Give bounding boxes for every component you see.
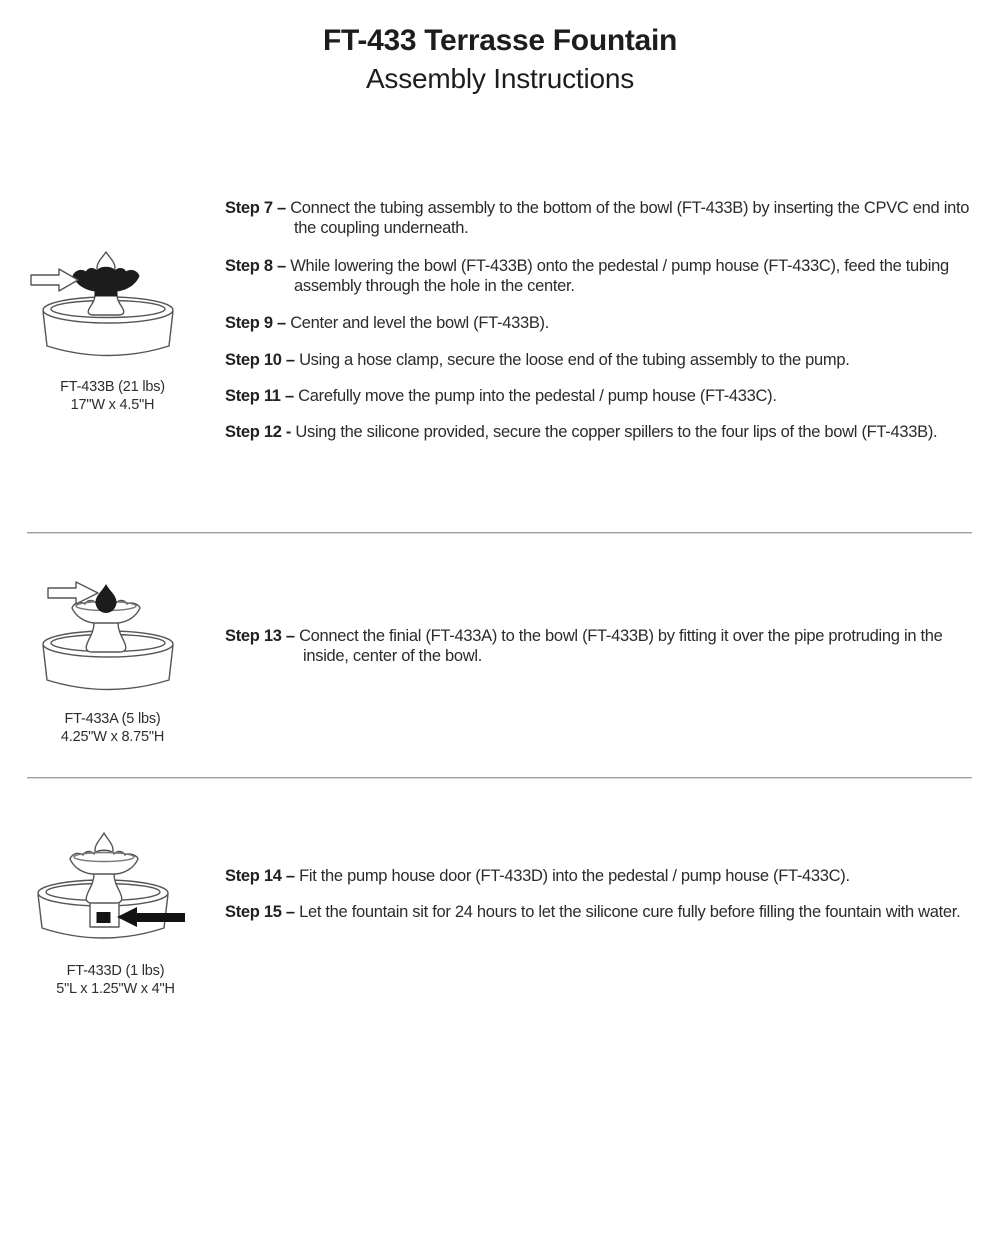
part-number: FT-433A (5 lbs) (64, 711, 161, 727)
section-divider (27, 532, 972, 534)
step-11 (225, 386, 977, 406)
step-12 (225, 422, 977, 442)
step-text: Center and level the bowl (FT-433B). (290, 314, 550, 332)
document-subtitle: Assembly Instructions (365, 63, 635, 94)
step-text: Connect the tubing assembly to the bottom of the bowl (FT-433B) by inserting the CPVC end into the coupling underneath. (290, 199, 970, 237)
step-label: Step 7 – (225, 199, 286, 217)
figure-ft-433b (28, 246, 190, 370)
step-text: Carefully move the pump into the pedestal / pump house (FT-433C). (298, 387, 777, 405)
step-10 (225, 350, 977, 370)
highlighted-door (97, 912, 111, 923)
pedestal-stem-outline (86, 623, 126, 652)
figure-caption-ft-433a (15, 711, 210, 746)
step-label: Step 13 – (225, 627, 295, 645)
figure-ft-433d (33, 830, 197, 960)
step-13 (225, 626, 977, 666)
highlighted-bowl (73, 267, 139, 296)
part-dimensions: 17"W x 4.5"H (70, 396, 155, 413)
part-dimensions: 4.25"W x 8.75"H (60, 728, 165, 745)
part-dimensions: 5"L x 1.25"W x 4"H (56, 980, 175, 997)
fountain-bowl-diagram (28, 246, 190, 370)
step-text: Connect the finial (FT-433A) to the bowl (FT-433B) by fitting it over the pipe protruding in the inside, center of the bowl. (299, 627, 943, 665)
step-text: Using the silicone provided, secure the copper spillers to the four lips of the bowl (FT-433B). (295, 423, 938, 441)
step-15 (225, 902, 977, 922)
step-7 (225, 198, 977, 238)
step-14 (225, 866, 977, 886)
step-9 (225, 313, 977, 333)
step-label: Step 12 - (225, 423, 292, 441)
pedestal-stem-outline (86, 874, 122, 903)
step-text: Using a hose clamp, secure the loose end of the tubing assembly to the pump. (299, 351, 850, 369)
section-divider (27, 777, 972, 779)
figure-ft-433a (28, 576, 190, 708)
title-block (0, 24, 1000, 95)
step-label: Step 14 – (225, 867, 295, 885)
pointer-arrow-icon (31, 269, 78, 291)
highlighted-finial (96, 585, 116, 613)
document-title: FT-433 Terrasse Fountain (322, 24, 678, 57)
part-number: FT-433D (1 lbs) (66, 963, 165, 979)
step-text: Let the fountain sit for 24 hours to let the silicone cure fully before filling the fountain with water. (299, 903, 961, 921)
step-text: Fit the pump house door (FT-433D) into the pedestal / pump house (FT-433C). (299, 867, 850, 885)
fountain-finial-diagram (28, 576, 190, 708)
figure-caption-ft-433b (15, 379, 210, 414)
bowl-outline (70, 850, 138, 874)
step-label: Step 11 – (225, 387, 294, 405)
step-8 (225, 256, 977, 296)
pointer-arrow-icon (117, 907, 185, 927)
part-number: FT-433B (21 lbs) (60, 379, 165, 395)
step-label: Step 10 – (225, 351, 295, 369)
step-label: Step 15 – (225, 903, 295, 921)
step-text: While lowering the bowl (FT-433B) onto the pedestal / pump house (FT-433C), feed the tubing assembly through the hole in the center. (290, 257, 949, 295)
step-label: Step 8 – (225, 257, 286, 275)
step-label: Step 9 – (225, 314, 286, 332)
figure-caption-ft-433d (18, 963, 213, 998)
fountain-door-diagram (33, 830, 197, 960)
